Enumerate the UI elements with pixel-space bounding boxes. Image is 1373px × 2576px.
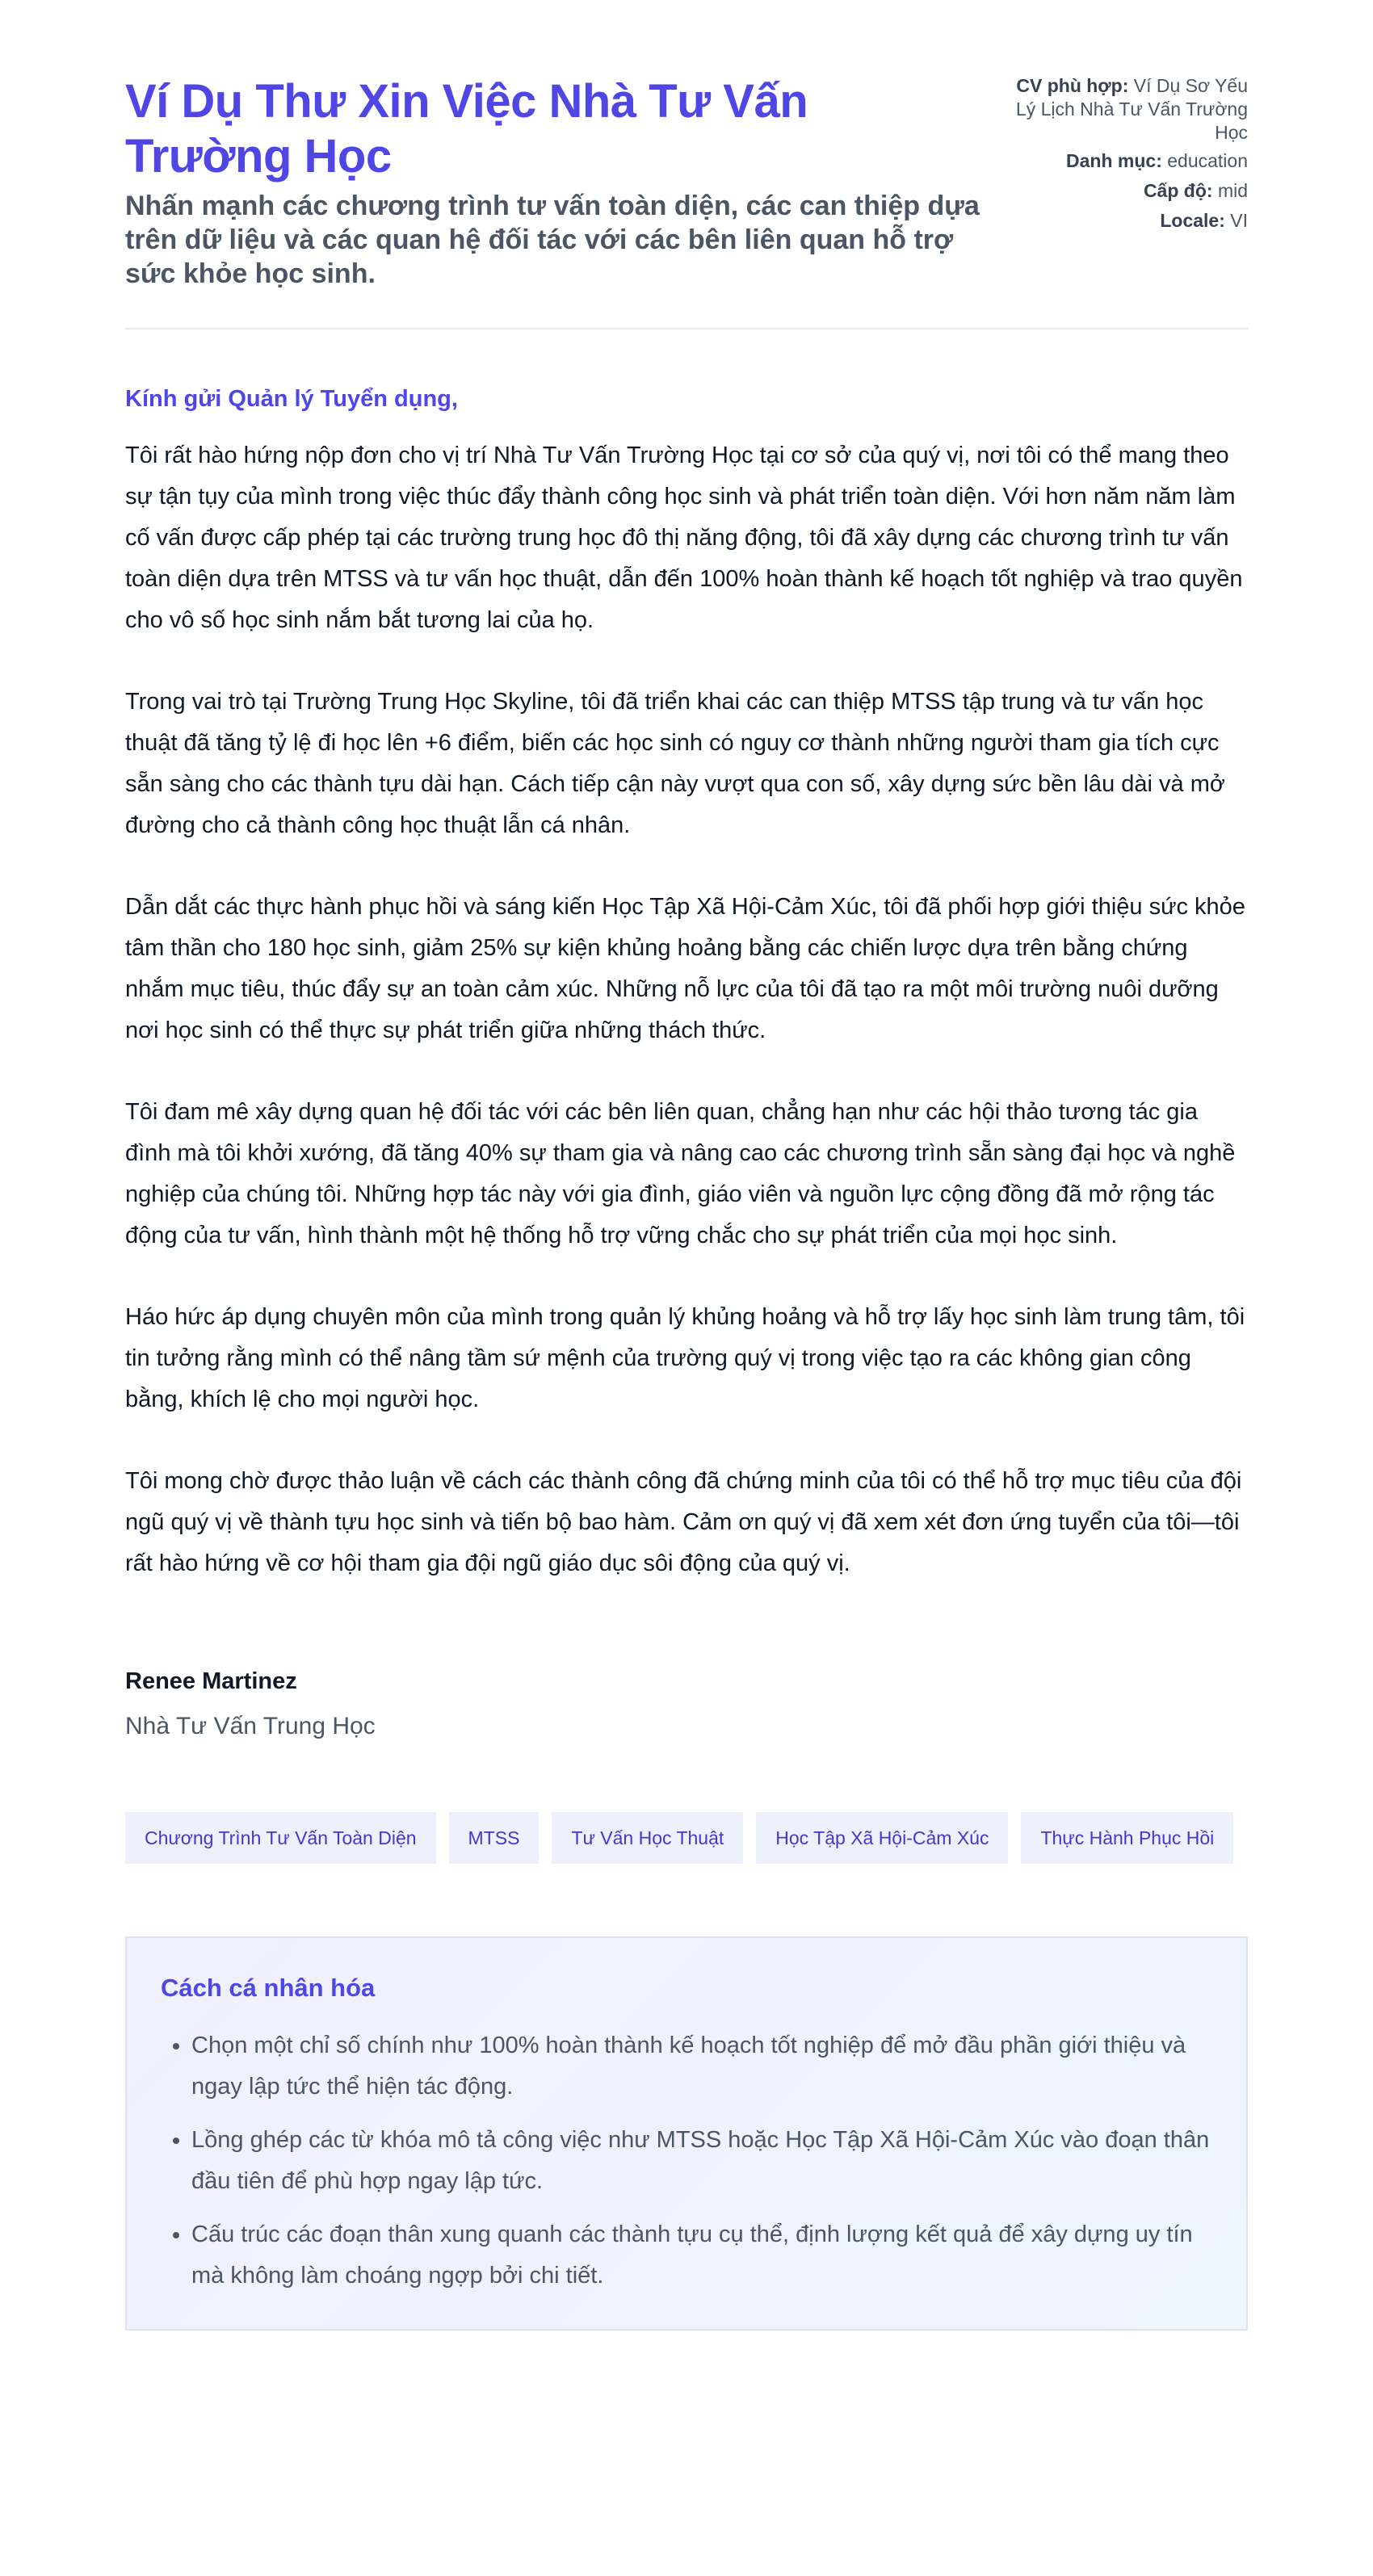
meta-cv-key: CV phù hợp:: [1016, 75, 1129, 96]
tip-item: • Lồng ghép các từ khóa mô tả công việc như MTSS hoặc Học Tập Xã Hội-Cảm Xúc vào đoạn thân đầu tiên để phù hợp ngay lập tức.: [191, 2120, 1212, 2202]
meta-level-value: mid: [1217, 180, 1248, 201]
meta-cv: [1014, 74, 1248, 145]
meta-locale-value: VI: [1230, 210, 1248, 231]
letter-paragraph: Tôi đam mê xây dựng quan hệ đối tác với các bên liên quan, chẳng hạn như các hội thảo tương tác gia đình mà tôi khởi xướng, đã tăng 40% sự tham gia và nâng cao các chương trình sẵn sàng đại học và nghề nghiệp của chúng tôi. Những hợp tác này với gia đình, giáo viên và nguồn lực cộng đồng đã mở rộng tác động của tư vấn, hình thành một hệ thống hỗ trợ vững chắc cho sự phát triển của mọi học sinh.: [125, 1099, 1236, 1248]
header-text: [125, 74, 981, 291]
signature-name: Renee Martinez: [125, 1668, 297, 1694]
letter-paragraph: Tôi rất hào hứng nộp đơn cho vị trí Nhà Tư Vấn Trường Học tại cơ sở của quý vị, nơi tôi có thể mang theo sự tận tụy của mình trong việc thúc đẩy thành công học sinh và phát triển toàn diện. Với hơn năm năm làm cố vấn được cấp phép tại các trường trung học đô thị năng động, tôi đã xây dựng các chương trình tư vấn toàn diện dựa trên MTSS và tư vấn học thuật, dẫn đến 100% hoàn thành kế hoạch tốt nghiệp và trao quyền cho vô số học sinh nắm bắt tương lai của họ.: [125, 443, 1243, 633]
cover-letter-page: [125, 0, 1248, 2331]
letter-greeting: Kính gửi Quản lý Tuyển dụng,: [125, 386, 458, 412]
keyword-tag: Thực Hành Phục Hồi: [1021, 1812, 1233, 1864]
letter-paragraph: Tôi mong chờ được thảo luận về cách các thành công đã chứng minh của tôi có thể hỗ trợ mục tiêu của đội ngũ quý vị về thành tựu học sinh và tiến bộ bao hàm. Cảm ơn quý vị đã xem xét đơn ứng tuyển của tôi—tôi rất hào hứng về cơ hội tham gia đội ngũ giáo dục sôi động của quý vị.: [125, 1468, 1242, 1576]
keyword-tag: MTSS: [449, 1812, 540, 1864]
page-header: [125, 74, 1248, 329]
meta-category-value: education: [1167, 150, 1248, 171]
letter-paragraph: Háo hức áp dụng chuyên môn của mình trong quản lý khủng hoảng và hỗ trợ lấy học sinh làm trung tâm, tôi tin tưởng rằng mình có thể nâng tầm sứ mệnh của trường quý vị trong việc tạo ra các không gian công bằng, khích lệ cho mọi người học.: [125, 1304, 1245, 1412]
keyword-tag: Tư Vấn Học Thuật: [552, 1812, 743, 1864]
personalization-tips: [125, 1936, 1248, 2331]
signature-block: [125, 1665, 1248, 1743]
tips-list: [161, 2025, 1212, 2297]
meta-panel: [1014, 74, 1248, 239]
meta-locale-key: Locale:: [1160, 210, 1225, 231]
tips-title: Cách cá nhân hóa: [161, 1974, 376, 2002]
meta-level-key: Cấp độ:: [1143, 180, 1213, 201]
signature-role: Nhà Tư Vấn Trung Học: [125, 1713, 376, 1739]
tip-item: • Chọn một chỉ số chính như 100% hoàn thành kế hoạch tốt nghiệp để mở đầu phần giới thiệu và ngay lập tức thể hiện tác động.: [191, 2025, 1212, 2108]
keyword-tag: Chương Trình Tư Vấn Toàn Diện: [125, 1812, 436, 1864]
meta-locale: [1014, 209, 1248, 233]
letter-paragraph: Dẫn dắt các thực hành phục hồi và sáng kiến Học Tập Xã Hội-Cảm Xúc, tôi đã phối hợp giới thiệu sức khỏe tâm thần cho 180 học sinh, giảm 25% sự kiện khủng hoảng bằng các chiến lược dựa trên bằng chứng nhắm mục tiêu, thúc đẩy sự an toàn cảm xúc. Những nỗ lực của tôi đã tạo ra một môi trường nuôi dưỡng nơi học sinh có thể thực sự phát triển giữa những thách thức.: [125, 894, 1245, 1043]
meta-level: [1014, 179, 1248, 203]
meta-category: [1014, 149, 1248, 173]
keyword-tag: Học Tập Xã Hội-Cảm Xúc: [756, 1812, 1008, 1864]
meta-cv-value[interactable]: Ví Dụ Sơ Yếu Lý Lịch Nhà Tư Vấn Trường Học: [1015, 75, 1248, 143]
tip-item: • Cấu trúc các đoạn thân xung quanh các thành tựu cụ thể, định lượng kết quả để xây dựng uy tín mà không làm choáng ngợp bởi chi tiết.: [191, 2214, 1212, 2297]
letter-paragraph: Trong vai trò tại Trường Trung Học Skyline, tôi đã triển khai các can thiệp MTSS tập trung và tư vấn học thuật đã tăng tỷ lệ đi học lên +6 điểm, biến các học sinh có nguy cơ thành những người tham gia tích cực sẵn sàng cho các thành tựu dài hạn. Cách tiếp cận này vượt qua con số, xây dựng sức bền lâu dài và mở đường cho cả thành công học thuật lẫn cá nhân.: [125, 689, 1225, 838]
meta-category-key: Danh mục:: [1066, 150, 1162, 171]
keyword-tags: [125, 1812, 1248, 1864]
page-subtitle: Nhấn mạnh các chương trình tư vấn toàn diện, các can thiệp dựa trên dữ liệu và các quan hệ đối tác với các bên liên quan hỗ trợ sức khỏe học sinh.: [125, 191, 980, 289]
page-title: Ví Dụ Thư Xin Việc Nhà Tư Vấn Trường Học: [125, 75, 808, 183]
